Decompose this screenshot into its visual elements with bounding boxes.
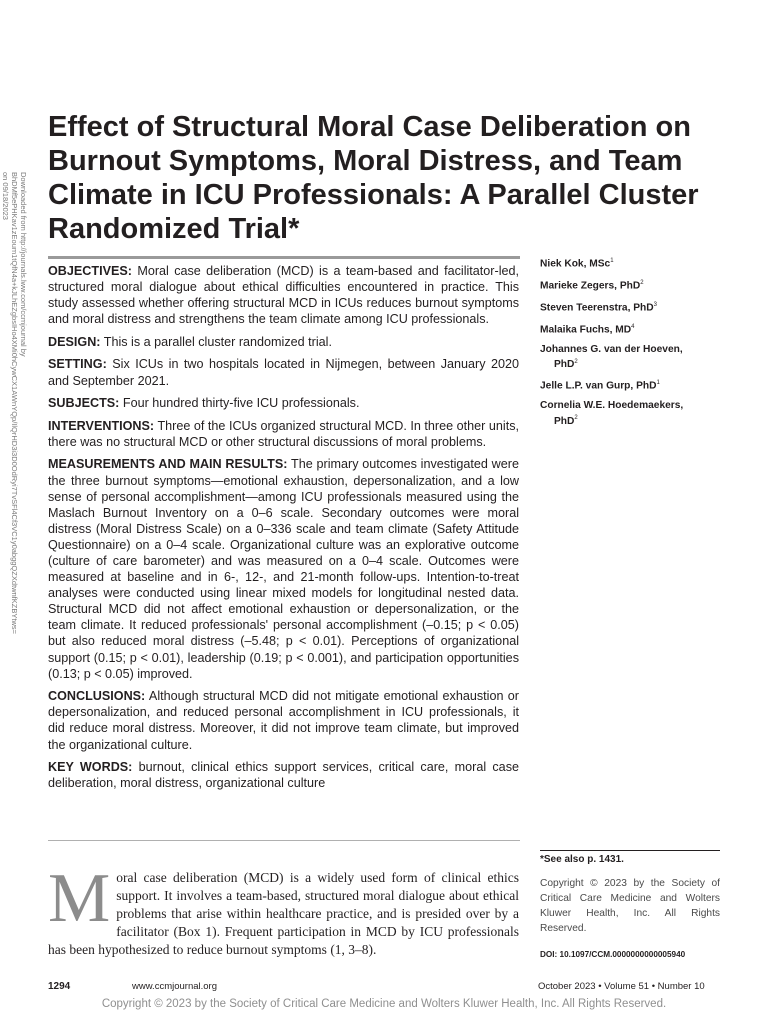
abstract <box>48 263 519 798</box>
copyright-notice: Copyright © 2023 by the Society of Critical Care Medicine and Wolters Kluwer Health, Inc. All Rights Reserved. <box>540 878 720 934</box>
author: Marieke Zegers, PhD$^2$ <box>540 279 644 292</box>
abstract-keywords: KEY WORDS: burnout, clinical ethics support services, critical care, moral case deliberation, moral distress, organizational culture <box>48 760 519 791</box>
abstract-divider <box>48 840 520 841</box>
bottom-copyright: Copyright © 2023 by the Society of Critical Care Medicine and Wolters Kluwer Health, Inc. All Rights Reserved. <box>101 998 667 1010</box>
title-divider <box>48 256 520 259</box>
abstract-setting: SETTING: Six ICUs in two hospitals located in Nijmegen, between January 2020 and September 2021. <box>48 357 519 388</box>
abstract-measurements: MEASUREMENTS AND MAIN RESULTS: The primary outcomes investigated were the three burnout symptoms—emotional exhaustion, depersonalization, and a low sense of personal accomplishment—among ICU professionals measured using the Maslach Burnout Inventory on a 0–6 scale. Secondary outcomes were moral distress (Moral Distress Scale) on a 0–336 scale and team climate (Safety Attitude Questionnaire) on a 0–4 scale. Organizational culture was an explorative outcome (culture of care barometer) and was measured on a 0–4 scale. Outcomes were measured at baseline and in 6-, 12-, and 21-month follow-ups. Intention-to-treat analyses were conducted using linear mixed models for longitudinal nested data. Structural MCD did not affect emotional exhaustion or depersonalization, or the team climate. It reduced professionals' personal accomplishment (–0.15; p < 0.05) but also reduced moral distress (–5.48; p < 0.01). Perceptions of organizational support (0.15; p < 0.01), leadership (0.19; p < 0.001), and participation opportunities (0.13; p < 0.05) improved. <box>48 457 519 681</box>
body-intro <box>48 860 519 959</box>
abstract-conclusions: CONCLUSIONS: Although structural MCD did not mitigate emotional exhaustion or depersonalization, and reduced personal accomplishment in ICU professionals, it did reduce moral distress. Moreover, it did not improve team climate, but improved the organizational culture. <box>48 689 519 752</box>
article-title: Effect of Structural Moral Case Deliberation on Burnout Symptoms, Moral Distress, and Team Climate in ICU Professionals: A Parallel Cluster Randomized Trial* <box>48 111 699 245</box>
abstract-design: DESIGN: This is a parallel cluster randomized trial. <box>48 334 332 349</box>
issue-info: October 2023 • Volume 51 • Number 10 <box>538 981 705 992</box>
see-also-note: *See also p. 1431. <box>540 854 624 865</box>
drop-cap: M <box>48 860 111 937</box>
author-list <box>540 255 730 434</box>
page-number: 1294 <box>48 981 71 992</box>
author: Niek Kok, MSc$^1$ <box>540 258 614 270</box>
author: Jelle L.P. van Gurp, PhD$^1$ <box>540 380 660 392</box>
author: Malaika Fuchs, $MD^4$ <box>540 323 635 336</box>
author: Steven Teerenstra, PhD$^3$ <box>540 301 657 314</box>
download-watermark: Downloaded from http://journals.lww.com/ccmjournal by BhDMf5ePHKav1zEoum1tQfN4a+kJLhEZgbsIHo4XMi0hCywCX1AWnYQp/IlQrHD3i3D0OdRyi7TvSFl4Cf3VC1y0abggQZXdtwnfKZBYtws= on 09/18/2023 <box>1 172 28 634</box>
abstract-interventions: INTERVENTIONS: Three of the ICUs organized structural MCD. In three other units, there was no structural MCD or other structural discussions of moral problems. <box>48 418 519 449</box>
abstract-subjects: SUBJECTS: Four hundred thirty-five ICU professionals. <box>48 396 360 411</box>
author: Cornelia W.E. Hoedemaekers, PhD$^2$ <box>540 400 684 427</box>
sidebar-divider <box>540 850 720 851</box>
abstract-objectives: OBJECTIVES: Moral case deliberation (MCD) is a team-based and facilitator-led, structured moral dialogue about ethical difficulties encountered in practice. This study assessed whether offering structural MCD in ICUs reduces burnout symptoms and moral distress and strengthens the team climate among ICU professionals. <box>48 264 519 327</box>
doi: DOI: 10.1097/CCM.0000000000005940 <box>540 950 686 959</box>
author: Johannes G. van der Hoeven, PhD$^2$ <box>540 343 683 370</box>
journal-url: www.ccmjournal.org <box>132 981 217 992</box>
body-paragraph: oral case deliberation (MCD) is a widely used form of clinical ethics support. It involves a team-based, structured moral dialogue about ethical problems that arise within healthcare practice, and is presided over by a facilitator (Box 1). Frequent participation in MCD by ICU professionals has been hypothesized to reduce burnout symptoms (1, 3–8). <box>48 870 519 957</box>
